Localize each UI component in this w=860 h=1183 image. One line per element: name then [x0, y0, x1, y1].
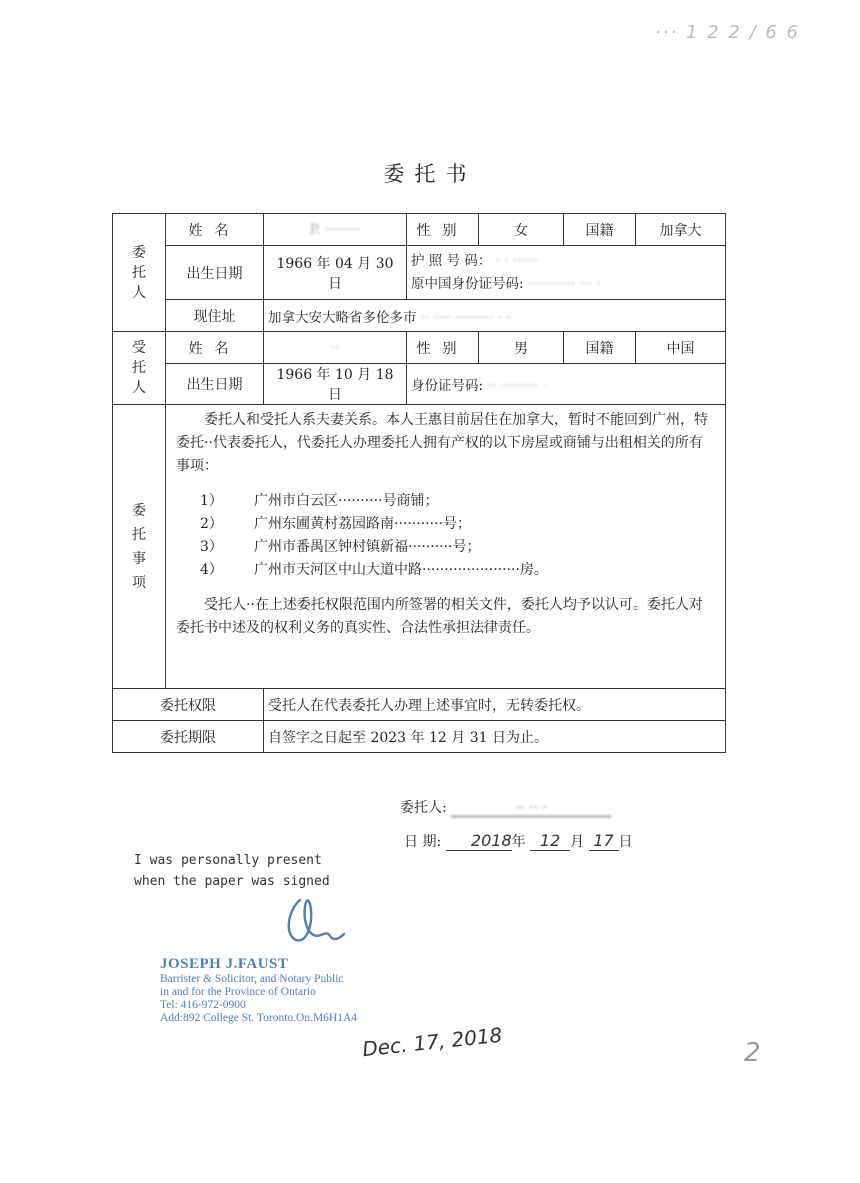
matters-content	[166, 405, 726, 689]
principal-orig-id-value: ··········· ··· ·	[527, 275, 601, 292]
list-item: 4） 广州市天河区中山大道中路······················房。	[200, 562, 548, 578]
principal-address-detail: ·· ···· ········· · ·	[420, 309, 511, 326]
principal-name-label: 姓名	[166, 214, 264, 246]
list-item: 2） 广州东圃黄村荔园路南···········号；	[200, 516, 471, 532]
principal-gender-label: 性别	[407, 214, 479, 246]
principal-orig-id-line	[411, 273, 721, 296]
page-mark: 2	[744, 1038, 761, 1068]
matters-label: 委托事项	[113, 405, 166, 689]
stamp-line-1: Barrister & Solicitor, and Notary Public	[160, 973, 344, 985]
sign-date-day: 17	[589, 831, 619, 851]
stamp-line-4: Add:892 College St. Toronto.On.M6H1A4	[160, 1012, 358, 1024]
term-label: 委托期限	[113, 721, 264, 753]
list-item: 1） 广州市白云区··········号商铺；	[200, 493, 439, 509]
agent-gender-value: 男	[479, 332, 564, 364]
agent-nationality-value: 中国	[636, 332, 726, 364]
document-title: 委托书	[383, 162, 477, 186]
notary-signature	[270, 880, 360, 950]
agent-dob-value: 1966 年 10 月 18 日	[264, 364, 407, 405]
agent-group-label: 受托人	[113, 332, 166, 405]
signer-signature: ·· ·· ·	[451, 800, 611, 817]
property-list	[200, 490, 715, 582]
agent-id-label: 身份证号码:	[411, 378, 484, 394]
agent-gender-label: 性别	[407, 332, 479, 364]
principal-group-label: 委托人	[113, 214, 166, 332]
sign-date-day-suffix: 日	[618, 834, 633, 850]
sign-date-year-suffix: 年	[511, 834, 526, 850]
matters-closing: 受托人··在上述委托权限范围内所签署的相关文件，委托人均予以认可。委托人对委托书中述及的权利义务的真实性、合法性承担法律责任。	[176, 597, 703, 636]
sign-date-month-suffix: 月	[570, 834, 585, 850]
principal-nationality-label: 国籍	[564, 214, 636, 246]
stamp-name: JOSEPH J.FAUST	[160, 956, 289, 972]
term-value: 自签字之日起至 2023 年 12 月 31 日为止。	[264, 721, 726, 753]
stamp-line-3: Tel: 416-972-0900	[160, 999, 246, 1011]
sign-date-year: 2018	[446, 831, 512, 851]
sign-date-label: 日 期:	[404, 834, 442, 850]
notary-stamp	[160, 956, 357, 1025]
principal-orig-id-label: 原中国身份证号码:	[411, 275, 524, 292]
principal-dob-value: 1966 年 04 月 30 日	[264, 246, 407, 300]
principal-nationality-value: 加拿大	[636, 214, 726, 246]
matters-intro: 委托人和受托人系夫妻关系。本人王惠目前居住在加拿大，暂时不能回到广州，特委托··代表委托人，代委托人办理委托人拥有产权的以下房屋或商铺与出租相关的所有事项：	[176, 412, 708, 474]
signer-label: 委托人:	[400, 800, 447, 816]
principal-passport-value: · · ······	[495, 252, 539, 269]
list-item: 3） 广州市番禺区钟村镇新福··········号；	[200, 539, 481, 555]
stamp-line-2: in and for the Province of Ontario	[160, 986, 316, 998]
principal-passport-label: 护 照 号 码：	[411, 252, 492, 269]
handwritten-date: Dec. 17, 2018	[361, 1022, 504, 1062]
principal-gender-value: 女	[479, 214, 564, 246]
signer-line	[400, 797, 611, 817]
delegation-form-table	[112, 213, 726, 753]
corner-mark: ··· 1 2 2 / 6 6	[655, 22, 800, 43]
principal-name-value: P. ········	[264, 214, 407, 246]
agent-name-value: ··	[264, 332, 407, 364]
agent-id-value: ·· ········· ·	[487, 378, 548, 394]
authority-label: 委托权限	[113, 689, 264, 721]
sign-date-month: 12	[530, 831, 570, 851]
principal-passport-line	[411, 250, 721, 273]
sign-date-line	[404, 831, 633, 851]
agent-name-label: 姓名	[166, 332, 264, 364]
principal-dob-label: 出生日期	[166, 246, 264, 300]
agent-dob-label: 出生日期	[166, 364, 264, 405]
authority-value: 受托人在代表委托人办理上述事宜时，无转委托权。	[264, 689, 726, 721]
principal-address-value: 加拿大安大略省多伦多市	[268, 309, 417, 326]
notary-statement: I was personally present when the paper was signed	[134, 853, 330, 889]
agent-nationality-label: 国籍	[564, 332, 636, 364]
principal-address-label: 现住址	[166, 300, 264, 332]
